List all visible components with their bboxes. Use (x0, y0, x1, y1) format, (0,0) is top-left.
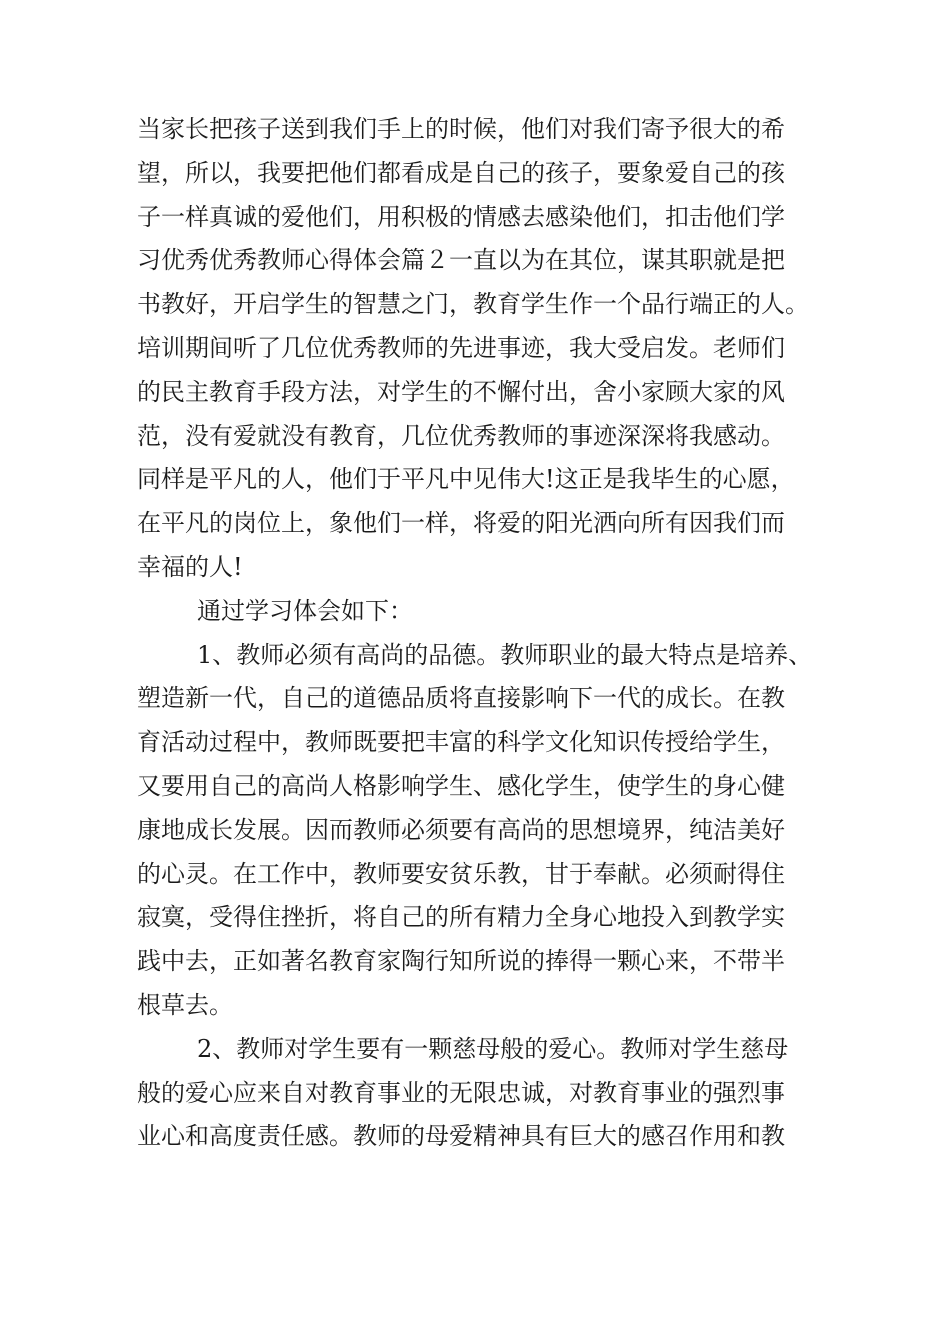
text-line: 的心灵。在工作中，教师要安贫乐教，甘于奉献。必须耐得住 (137, 859, 785, 888)
paragraph-heading: 通过学习体会如下： (197, 596, 413, 625)
text-line: 书教好，开启学生的智慧之门，教育学生作一个品行端正的人。 (137, 290, 809, 319)
document-body (137, 108, 857, 1159)
paragraph-start: 1、教师必须有高尚的品德。教师职业的最大特点是培养、 (197, 640, 813, 669)
text-line: 培训期间听了几位优秀教师的先进事迹，我大受启发。老师们 (137, 333, 785, 362)
text-line: 康地成长发展。因而教师必须要有高尚的思想境界，纯洁美好 (137, 815, 785, 844)
text-line: 望，所以，我要把他们都看成是自己的孩子，要象爱自己的孩 (137, 158, 785, 187)
text-line: 践中去，正如著名教育家陶行知所说的捧得一颗心来，不带半 (137, 947, 785, 976)
text-line: 又要用自己的高尚人格影响学生、感化学生，使学生的身心健 (137, 771, 785, 800)
text-line: 当家长把孩子送到我们手上的时候，他们对我们寄予很大的希 (137, 115, 785, 143)
paragraph-start: 2、教师对学生要有一颗慈母般的爱心。教师对学生慈母 (197, 1034, 789, 1063)
text-line: 在平凡的岗位上，象他们一样，将爱的阳光洒向所有因我们而 (137, 509, 785, 538)
text-line: 范，没有爱就没有教育，几位优秀教师的事迹深深将我感动。 (137, 421, 785, 450)
text-line: 根草去。 (137, 990, 233, 1019)
text-line: 育活动过程中，教师既要把丰富的科学文化知识传授给学生， (137, 728, 785, 757)
text-line: 习优秀优秀教师心得体会篇２一直以为在其位，谋其职就是把 (137, 246, 785, 275)
text-line: 子一样真诚的爱他们，用积极的情感去感染他们，扣击他们学 (137, 202, 785, 231)
text-line: 业心和高度责任感。教师的母爱精神具有巨大的感召作用和教 (137, 1122, 785, 1151)
text-line: 般的爱心应来自对教育事业的无限忠诚，对教育事业的强烈事 (137, 1078, 785, 1107)
text-line: 塑造新一代，自己的道德品质将直接影响下一代的成长。在教 (137, 684, 785, 713)
text-line: 的民主教育手段方法，对学生的不懈付出，舍小家顾大家的风 (137, 377, 785, 406)
text-line: 同样是平凡的人，他们于平凡中见伟大!这正是我毕生的心愿， (137, 465, 795, 494)
text-line: 寂寞，受得住挫折，将自己的所有精力全身心地投入到教学实 (137, 903, 785, 932)
text-line: 幸福的人! (137, 552, 243, 581)
